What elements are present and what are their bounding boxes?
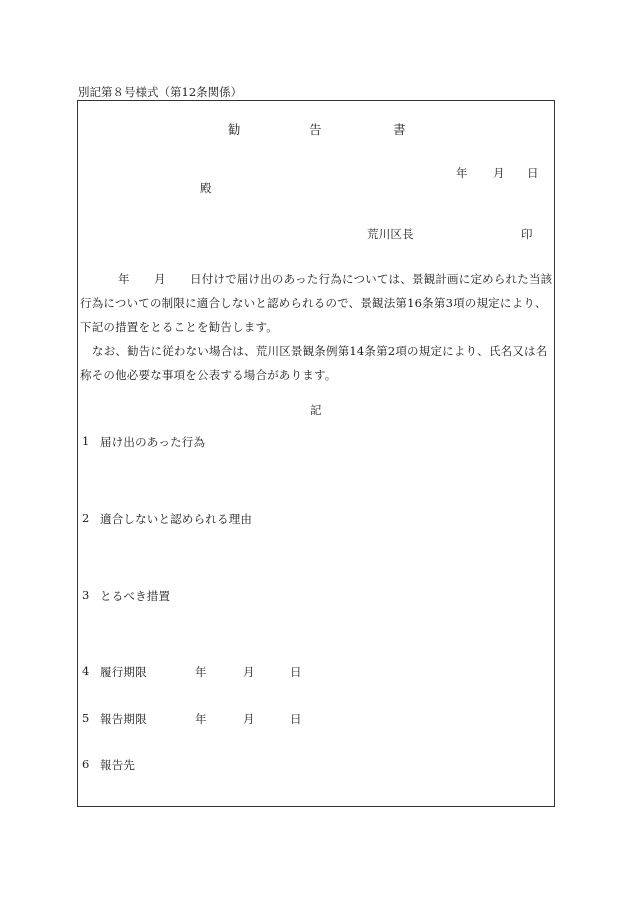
item-5-label: 報告期限	[100, 712, 147, 726]
date-month: 月	[493, 166, 505, 180]
item-1-label: 届け出のあった行為	[100, 435, 206, 449]
date-year: 年	[456, 166, 468, 180]
item-5-month: 月	[243, 712, 255, 726]
item-1-number: 1	[82, 434, 90, 448]
title-char-1: 勧	[228, 122, 241, 137]
body-line2: 行為についての制限に適合しないと認められるので、景観法第16条第3項の規定により、	[80, 296, 547, 310]
item-5-year: 年	[195, 712, 207, 726]
body-line1-year: 年	[118, 272, 130, 286]
item-3-label: とるべき措置	[100, 589, 171, 603]
body-line1-rest: 日付けで届け出のあった行為については、景観計画に定められた当該	[190, 272, 553, 286]
body-line5: 称その他必要な事項を公表する場合があります。	[80, 368, 337, 382]
item-4-day: 日	[290, 665, 302, 679]
item-4-label: 履行期限	[100, 665, 147, 679]
addressee-suffix: 殿	[200, 181, 212, 195]
form-label: 別記第８号様式（第12条関係）	[78, 85, 243, 99]
item-6-number: 6	[82, 757, 90, 771]
body-line4: なお、勧告に従わない場合は、荒川区景観条例第14条第2項の規定により、氏名又は名	[92, 344, 548, 358]
item-4-year: 年	[195, 665, 207, 679]
item-2-number: 2	[82, 511, 90, 525]
body-line3: 下記の措置をとることを勧告します。	[80, 320, 278, 334]
issuer-seal: 印	[521, 227, 533, 241]
notice-frame	[77, 100, 555, 807]
item-4-month: 月	[243, 665, 255, 679]
title-char-3: 書	[393, 122, 406, 137]
body-line1-month: 月	[154, 272, 166, 286]
item-5-day: 日	[290, 712, 302, 726]
issuer-name: 荒川区長	[367, 227, 414, 241]
item-3-number: 3	[82, 588, 90, 602]
item-5-number: 5	[82, 711, 90, 725]
item-4-number: 4	[82, 664, 90, 678]
item-6-label: 報告先	[100, 758, 136, 772]
date-day: 日	[527, 166, 539, 180]
item-2-label: 適合しないと認められる理由	[100, 512, 253, 526]
title-char-2: 告	[309, 122, 322, 137]
ki-heading: 記	[310, 403, 322, 417]
